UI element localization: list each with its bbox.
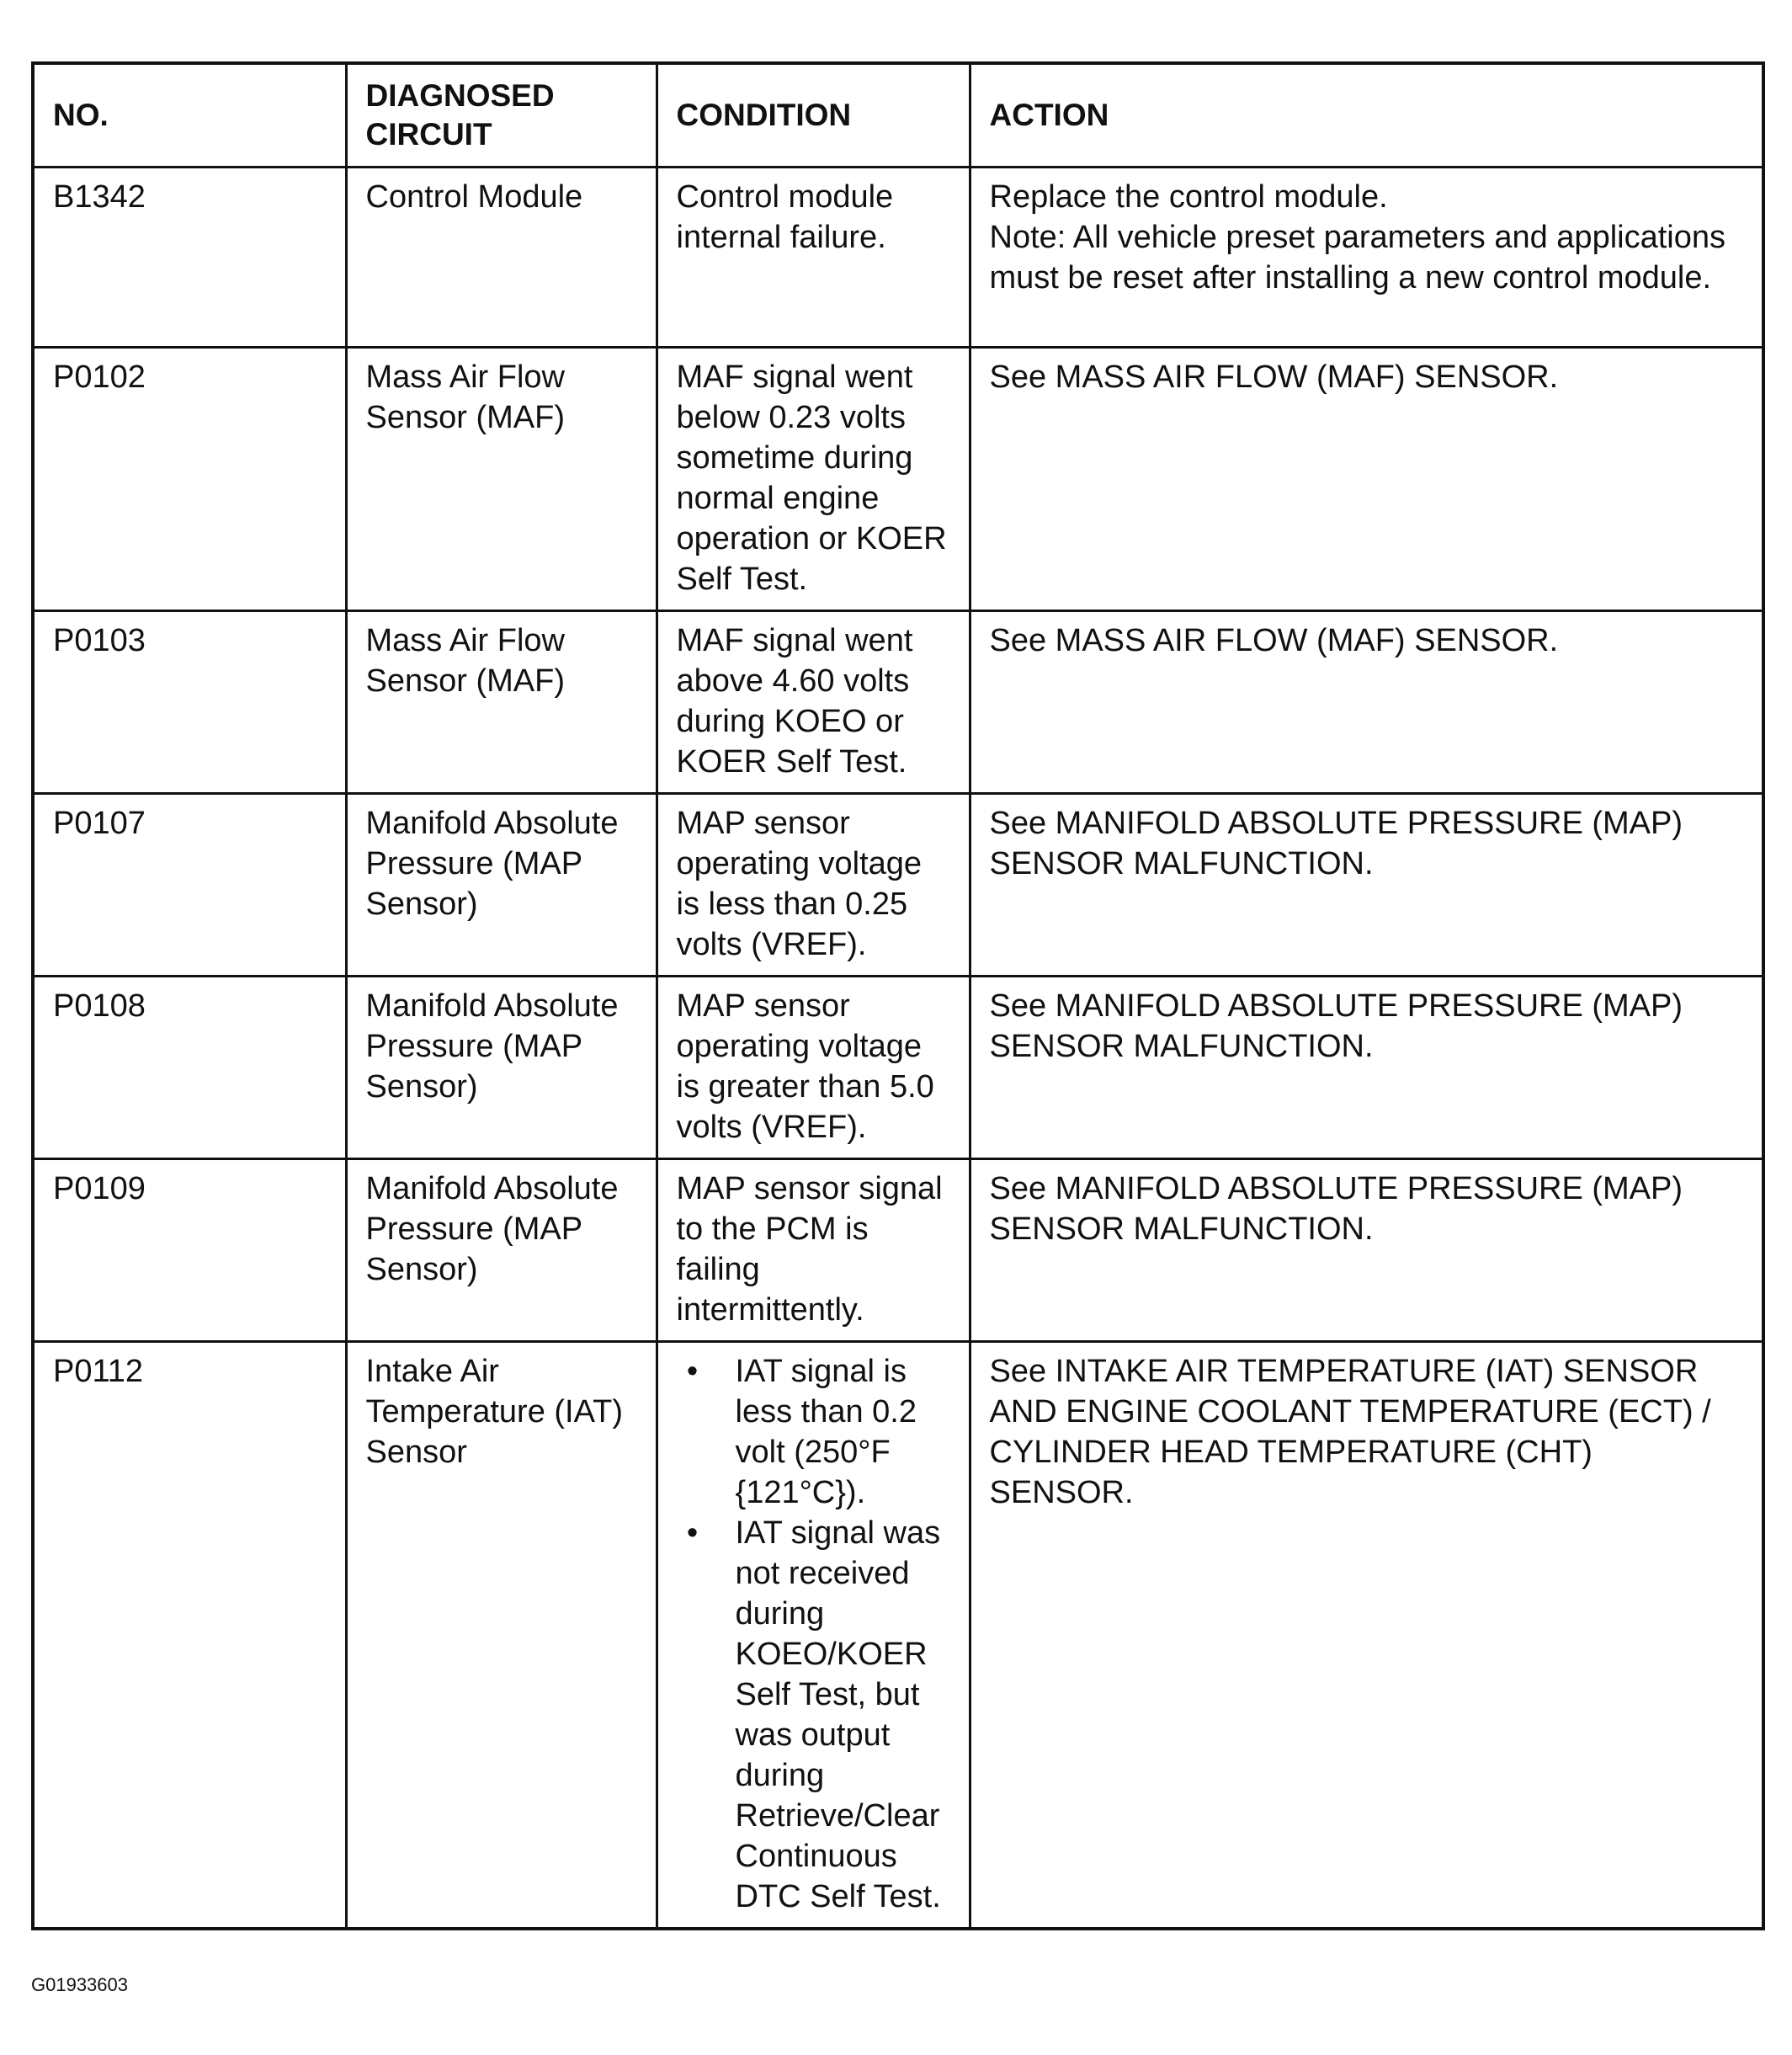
bullet-icon: •	[686, 1354, 699, 1389]
condition: MAP sensor signal to the PCM is failing intermittently.	[657, 1159, 970, 1342]
table-row	[33, 1159, 1763, 1342]
dtc-table	[31, 61, 1765, 1930]
table-row	[33, 794, 1763, 977]
condition-bullet-text: IAT signal is less than 0.2 volt (250°F {121°C}).	[735, 1354, 917, 1510]
table-row	[33, 168, 1763, 348]
condition-bullet-text: IAT signal was not received during KOEO/KOER Self Test, but was output during Retrieve/Clear Continuous DTC Self Test.	[735, 1515, 941, 1914]
action	[970, 168, 1763, 348]
action-note: Note: All vehicle preset parameters and applications must be reset after installing a new control module.	[989, 220, 1726, 295]
table-row	[33, 977, 1763, 1159]
dtc-code: P0109	[33, 1159, 346, 1342]
table-header-row	[33, 63, 1763, 168]
action-text: Replace the control module.	[989, 179, 1388, 215]
table-row	[33, 1342, 1763, 1930]
condition-bullet	[677, 1513, 952, 1917]
dtc-code: P0107	[33, 794, 346, 977]
dtc-code: P0112	[33, 1342, 346, 1930]
header-no: NO.	[33, 63, 346, 168]
condition: MAF signal went below 0.23 volts sometime during normal engine operation or KOER Self Test.	[657, 348, 970, 611]
dtc-code: P0108	[33, 977, 346, 1159]
condition-bullet	[677, 1351, 952, 1513]
header-condition: CONDITION	[657, 63, 970, 168]
condition	[657, 1342, 970, 1930]
diagnosed-circuit: Control Module	[346, 168, 657, 348]
condition: Control module internal failure.	[657, 168, 970, 348]
diagnosed-circuit: Manifold Absolute Pressure (MAP Sensor)	[346, 1159, 657, 1342]
diagnosed-circuit: Manifold Absolute Pressure (MAP Sensor)	[346, 977, 657, 1159]
diagnosed-circuit: Intake Air Temperature (IAT) Sensor	[346, 1342, 657, 1930]
dtc-code: B1342	[33, 168, 346, 348]
condition: MAP sensor operating voltage is greater than 5.0 volts (VREF).	[657, 977, 970, 1159]
dtc-code: P0103	[33, 611, 346, 794]
bullet-icon: •	[686, 1515, 699, 1551]
action: See INTAKE AIR TEMPERATURE (IAT) SENSOR AND ENGINE COOLANT TEMPERATURE (ECT) / CYLINDER HEAD TEMPERATURE (CHT) SENSOR.	[970, 1342, 1763, 1930]
diagnosed-circuit: Mass Air Flow Sensor (MAF)	[346, 348, 657, 611]
condition-bullet-list	[677, 1351, 952, 1917]
action: See MASS AIR FLOW (MAF) SENSOR.	[970, 348, 1763, 611]
action: See MANIFOLD ABSOLUTE PRESSURE (MAP) SENSOR MALFUNCTION.	[970, 1159, 1763, 1342]
diagnosed-circuit: Mass Air Flow Sensor (MAF)	[346, 611, 657, 794]
header-diagnosed-circuit: DIAGNOSED CIRCUIT	[346, 63, 657, 168]
action: See MASS AIR FLOW (MAF) SENSOR.	[970, 611, 1763, 794]
action: See MANIFOLD ABSOLUTE PRESSURE (MAP) SENSOR MALFUNCTION.	[970, 977, 1763, 1159]
table-row	[33, 611, 1763, 794]
dtc-code: P0102	[33, 348, 346, 611]
condition: MAF signal went above 4.60 volts during KOEO or KOER Self Test.	[657, 611, 970, 794]
figure-id: G01933603	[31, 1974, 128, 1995]
table-row	[33, 348, 1763, 611]
condition: MAP sensor operating voltage is less than 0.25 volts (VREF).	[657, 794, 970, 977]
diagnosed-circuit: Manifold Absolute Pressure (MAP Sensor)	[346, 794, 657, 977]
header-action: ACTION	[970, 63, 1763, 168]
action: See MANIFOLD ABSOLUTE PRESSURE (MAP) SENSOR MALFUNCTION.	[970, 794, 1763, 977]
